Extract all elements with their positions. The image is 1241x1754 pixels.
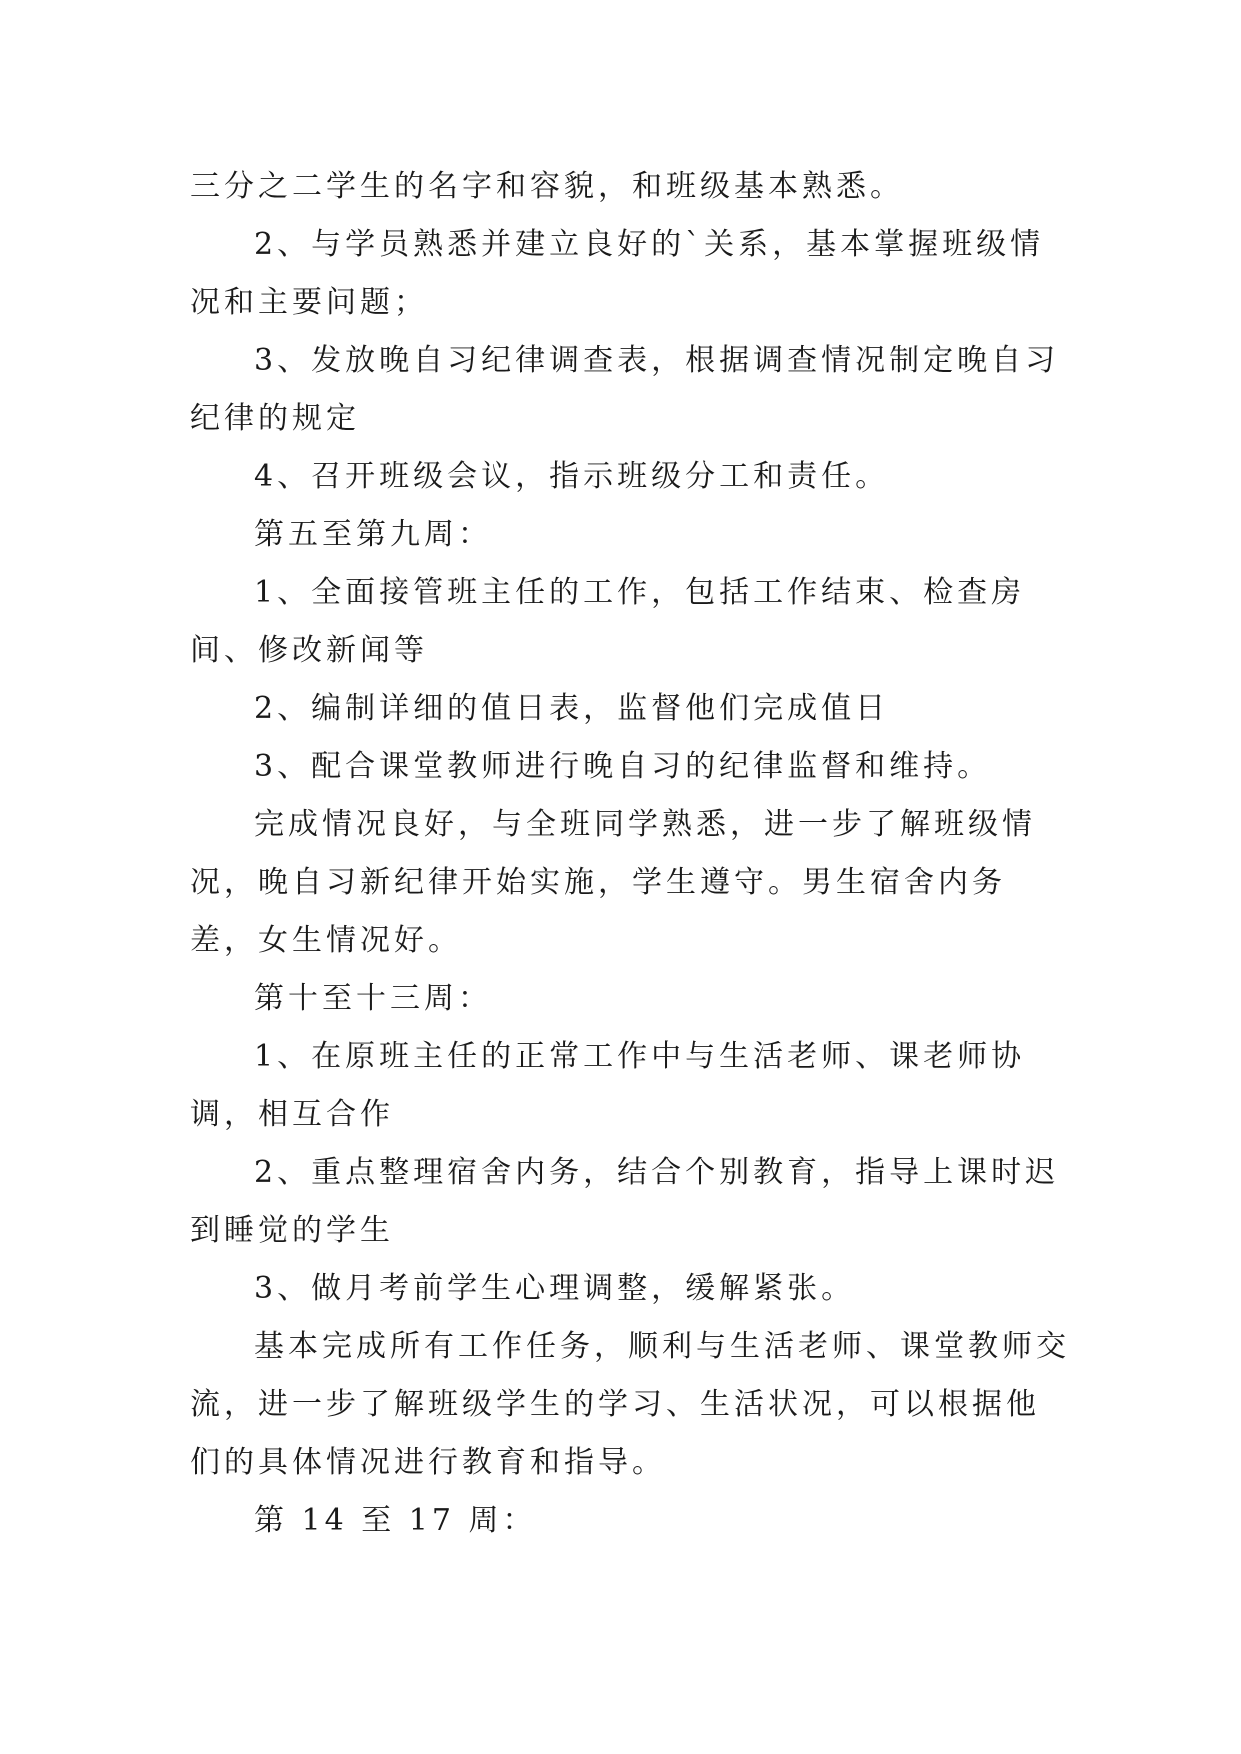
- paragraph: 2、重点整理宿舍内务，结合个别教育，指导上课时迟到睡觉的学生: [190, 1155, 1060, 1248]
- paragraph: 2、与学员熟悉并建立良好的`关系，基本掌握班级情况和主要问题；: [190, 227, 1045, 320]
- paragraph: 3、配合课堂教师进行晚自习的纪律监督和维持。: [254, 749, 992, 784]
- section-heading: 第五至第九周：: [254, 517, 492, 552]
- paragraph: 2、编制详细的值日表，监督他们完成值日: [254, 691, 890, 726]
- paragraph: 三分之二学生的名字和容貌，和班级基本熟悉。: [190, 169, 904, 204]
- paragraph: 1、在原班主任的正常工作中与生活老师、课老师协调，相互合作: [190, 1039, 1026, 1132]
- paragraph: 3、发放晚自习纪律调查表，根据调查情况制定晚自习纪律的规定: [190, 343, 1060, 436]
- paragraph: 1、全面接管班主任的工作，包括工作结束、检查房间、修改新闻等: [190, 575, 1026, 668]
- paragraph: 完成情况良好，与全班同学熟悉，进一步了解班级情况，晚自习新纪律开始实施，学生遵守。男生宿舍内务差，女生情况好。: [190, 807, 1036, 958]
- paragraph: 4、召开班级会议，指示班级分工和责任。: [254, 459, 890, 494]
- section-heading: 第 14 至 17 周：: [254, 1503, 537, 1538]
- paragraph: 3、做月考前学生心理调整，缓解紧张。: [254, 1271, 856, 1306]
- document-body: [190, 158, 1070, 1550]
- paragraph: 基本完成所有工作任务，顺利与生活老师、课堂教师交流，进一步了解班级学生的学习、生活状况，可以根据他们的具体情况进行教育和指导。: [190, 1329, 1070, 1480]
- section-heading: 第十至十三周：: [254, 981, 492, 1016]
